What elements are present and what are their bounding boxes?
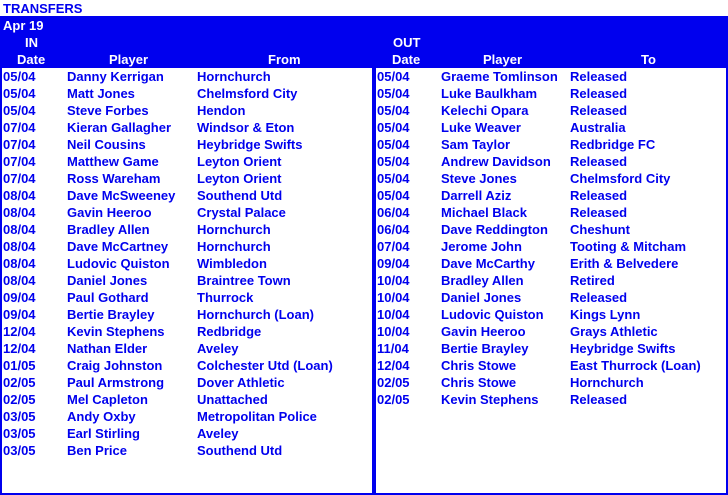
in-club-cell: Hendon [197, 103, 246, 118]
out-club-cell: Tooting & Mitcham [570, 239, 687, 254]
in-club-cell: Colchester Utd (Loan) [197, 358, 333, 373]
out-table-row [0, 153, 728, 170]
in-player-cell: Dave McSweeney [67, 188, 176, 203]
out-table-row [0, 136, 728, 153]
out-player-cell: Chris Stowe [441, 375, 517, 390]
in-date-cell: 07/04 [3, 137, 36, 152]
in-date-cell: 12/04 [3, 341, 36, 356]
out-club-cell: Chelmsford City [570, 171, 671, 186]
out-club-cell: Released [570, 154, 628, 169]
out-date-cell: 07/04 [377, 239, 410, 254]
out-player-header: Player [483, 52, 523, 67]
page-title: TRANSFERS [0, 0, 728, 17]
in-date-cell: 03/05 [3, 443, 36, 458]
out-date-cell: 02/05 [377, 392, 410, 407]
out-player-cell: Kevin Stephens [441, 392, 539, 407]
in-club-cell: Aveley [197, 426, 239, 441]
in-date-cell: 02/05 [3, 392, 36, 407]
in-club-cell: Metropolitan Police [197, 409, 317, 424]
out-date-cell: 05/04 [377, 103, 410, 118]
out-date-cell: 10/04 [377, 307, 410, 322]
out-club-cell: Erith & Belvedere [570, 256, 679, 271]
in-player-cell: Earl Stirling [67, 426, 140, 441]
out-player-cell: Kelechi Opara [441, 103, 529, 118]
in-club-cell: Wimbledon [197, 256, 267, 271]
in-player-cell: Daniel Jones [67, 273, 148, 288]
in-club-cell: Thurrock [197, 290, 254, 305]
out-table-row [0, 238, 728, 255]
in-date-cell: 08/04 [3, 239, 36, 254]
out-date-cell: 06/04 [377, 222, 410, 237]
in-club-cell: Redbridge [197, 324, 262, 339]
in-table-row [0, 442, 728, 459]
in-club-cell: Aveley [197, 341, 239, 356]
in-player-cell: Paul Gothard [67, 290, 149, 305]
out-player-cell: Luke Baulkham [441, 86, 538, 101]
in-date-cell: 12/04 [3, 324, 36, 339]
out-player-cell: Jerome John [441, 239, 522, 254]
in-date-header: Date [17, 52, 46, 67]
in-date-cell: 08/04 [3, 188, 36, 203]
in-club-cell: Leyton Orient [197, 171, 282, 186]
out-table-row [0, 255, 728, 272]
out-date-cell: 05/04 [377, 171, 410, 186]
in-table-row [0, 408, 728, 425]
out-player-cell: Chris Stowe [441, 358, 517, 373]
in-club-cell: Braintree Town [197, 273, 291, 288]
out-player-cell: Dave McCarthy [441, 256, 535, 271]
in-player-cell: Bertie Brayley [67, 307, 155, 322]
in-date-cell: 08/04 [3, 273, 36, 288]
in-player-cell: Ben Price [67, 443, 127, 458]
out-table-row [0, 68, 728, 85]
out-club-cell: Heybridge Swifts [570, 341, 676, 356]
out-club-cell: Hornchurch [570, 375, 644, 390]
out-club-cell: Grays Athletic [570, 324, 658, 339]
out-club-cell: Released [570, 290, 628, 305]
out-table-row [0, 102, 728, 119]
out-date-cell: 02/05 [377, 375, 410, 390]
out-date-cell: 10/04 [377, 290, 410, 305]
in-club-cell: Chelmsford City [197, 86, 298, 101]
in-player-cell: Matt Jones [67, 86, 135, 101]
in-from-header: From [268, 52, 301, 67]
out-club-cell: Cheshunt [570, 222, 630, 237]
in-date-cell: 08/04 [3, 222, 36, 237]
out-date-cell: 05/04 [377, 154, 410, 169]
in-date-cell: 07/04 [3, 154, 36, 169]
in-date-cell: 05/04 [3, 86, 36, 101]
in-date-cell: 03/05 [3, 426, 36, 441]
out-player-cell: Graeme Tomlinson [441, 69, 558, 84]
out-player-cell: Ludovic Quiston [441, 307, 544, 322]
in-player-cell: Dave McCartney [67, 239, 169, 254]
in-date-cell: 05/04 [3, 69, 36, 84]
in-club-cell: Windsor & Eton [197, 120, 295, 135]
in-date-cell: 03/05 [3, 409, 36, 424]
in-club-cell: Hornchurch [197, 239, 271, 254]
out-player-cell: Gavin Heeroo [441, 324, 526, 339]
out-player-cell: Darrell Aziz [441, 188, 512, 203]
in-player-cell: Mel Capleton [67, 392, 148, 407]
out-table-row [0, 85, 728, 102]
in-player-cell: Andy Oxby [67, 409, 136, 424]
in-club-cell: Leyton Orient [197, 154, 282, 169]
out-date-cell: 11/04 [377, 341, 409, 356]
in-player-cell: Paul Armstrong [67, 375, 165, 390]
out-player-cell: Bertie Brayley [441, 341, 529, 356]
in-player-cell: Danny Kerrigan [67, 69, 164, 84]
in-player-cell: Bradley Allen [67, 222, 150, 237]
out-player-cell: Daniel Jones [441, 290, 522, 305]
out-date-header: Date [392, 52, 421, 67]
in-date-cell: 01/05 [3, 358, 36, 373]
out-table-row [0, 119, 728, 136]
out-club-cell: Australia [570, 120, 626, 135]
out-date-cell: 10/04 [377, 324, 410, 339]
in-date-cell: 08/04 [3, 205, 36, 220]
out-player-cell: Michael Black [441, 205, 527, 220]
in-player-header: Player [109, 52, 149, 67]
out-date-cell: 05/04 [377, 69, 410, 84]
out-player-cell: Steve Jones [441, 171, 517, 186]
in-player-cell: Craig Johnston [67, 358, 163, 373]
out-date-cell: 05/04 [377, 137, 410, 152]
in-date-cell: 09/04 [3, 290, 36, 305]
in-player-cell: Kevin Stephens [67, 324, 165, 339]
out-table-row [0, 306, 728, 323]
out-player-cell: Sam Taylor [441, 137, 511, 152]
in-club-cell: Southend Utd [197, 443, 283, 458]
out-club-cell: Kings Lynn [570, 307, 641, 322]
in-label: IN [25, 35, 38, 50]
in-player-cell: Nathan Elder [67, 341, 148, 356]
in-date-cell: 07/04 [3, 171, 36, 186]
out-date-cell: 10/04 [377, 273, 410, 288]
in-player-cell: Kieran Gallagher [67, 120, 172, 135]
in-player-cell: Steve Forbes [67, 103, 149, 118]
in-date-cell: 07/04 [3, 120, 36, 135]
in-club-cell: Hornchurch [197, 69, 271, 84]
out-date-cell: 05/04 [377, 120, 410, 135]
in-club-cell: Southend Utd [197, 188, 283, 203]
out-club-cell: East Thurrock (Loan) [570, 358, 701, 373]
in-table-row [0, 425, 728, 442]
out-to-header: To [641, 52, 656, 67]
in-date-cell: 09/04 [3, 307, 36, 322]
table-header [0, 17, 728, 68]
in-club-cell: Unattached [197, 392, 268, 407]
out-club-cell: Released [570, 205, 628, 220]
out-table-row [0, 170, 728, 187]
in-club-cell: Heybridge Swifts [197, 137, 303, 152]
out-table-row [0, 391, 728, 408]
out-date-cell: 05/04 [377, 188, 410, 203]
out-table-row [0, 204, 728, 221]
out-table-row [0, 374, 728, 391]
out-table-row [0, 323, 728, 340]
out-player-cell: Luke Weaver [441, 120, 521, 135]
out-table-row [0, 272, 728, 289]
out-date-cell: 09/04 [377, 256, 410, 271]
in-date-cell: 05/04 [3, 103, 36, 118]
out-club-cell: Released [570, 103, 628, 118]
out-player-cell: Andrew Davidson [441, 154, 551, 169]
out-table-row [0, 187, 728, 204]
month-label: Apr 19 [3, 18, 44, 33]
out-player-cell: Dave Reddington [441, 222, 548, 237]
out-club-cell: Released [570, 69, 628, 84]
out-player-cell: Bradley Allen [441, 273, 524, 288]
in-player-cell: Gavin Heeroo [67, 205, 152, 220]
out-table-row [0, 221, 728, 238]
in-date-cell: 08/04 [3, 256, 36, 271]
in-club-cell: Hornchurch [197, 222, 271, 237]
out-club-cell: Released [570, 392, 628, 407]
out-date-cell: 06/04 [377, 205, 410, 220]
out-club-cell: Released [570, 188, 628, 203]
out-table-row [0, 289, 728, 306]
in-player-cell: Ross Wareham [67, 171, 161, 186]
in-player-cell: Neil Cousins [67, 137, 146, 152]
in-player-cell: Matthew Game [67, 154, 159, 169]
out-label: OUT [393, 35, 421, 50]
in-date-cell: 02/05 [3, 375, 36, 390]
out-club-cell: Retired [570, 273, 615, 288]
out-club-cell: Redbridge FC [570, 137, 656, 152]
in-club-cell: Dover Athletic [197, 375, 285, 390]
out-table-row [0, 357, 728, 374]
in-club-cell: Hornchurch (Loan) [197, 307, 314, 322]
out-date-cell: 12/04 [377, 358, 410, 373]
out-club-cell: Released [570, 86, 628, 101]
in-player-cell: Ludovic Quiston [67, 256, 170, 271]
out-table-row [0, 340, 728, 357]
in-club-cell: Crystal Palace [197, 205, 286, 220]
out-date-cell: 05/04 [377, 86, 410, 101]
